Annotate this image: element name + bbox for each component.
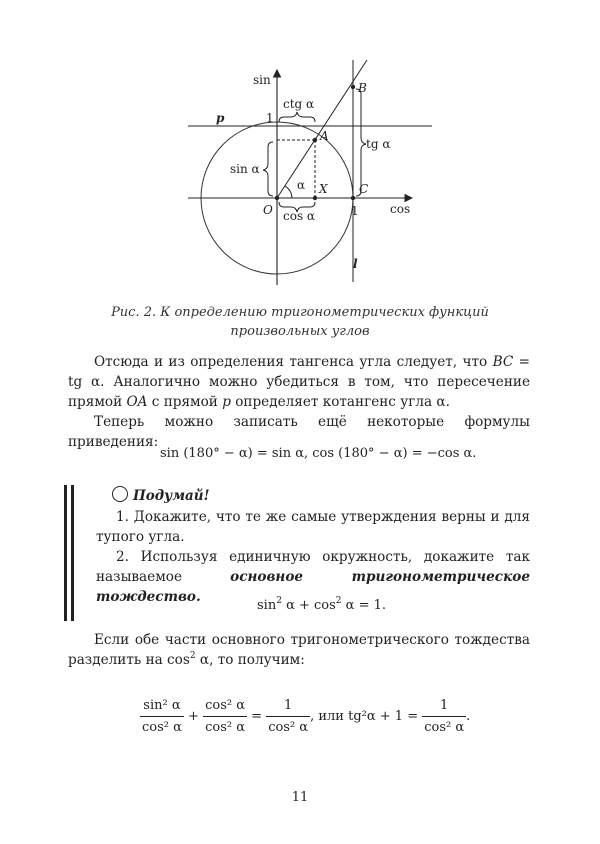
caption-line-2: произвольных углов [230,324,370,339]
think-item-2-bold: основное тригонометрическое тождество. [96,569,530,605]
label-one-top: 1 [266,111,274,125]
label-sin-axis: sin [253,73,271,87]
equals-sign: = [251,709,263,724]
point-c [351,196,355,200]
para1-oa: OA [126,394,148,410]
separator-text: , или [310,709,344,724]
tangent-identity-formula [140,698,470,735]
think-item-1 [96,507,530,547]
think-title [112,486,210,504]
brace-ctg [279,112,315,122]
label-alpha: α [297,178,306,192]
fraction-2-den: cos² α [205,720,245,735]
figure-caption [90,303,510,341]
label-tg: tg α [366,137,391,151]
para1-text1: Отсюда и из определения тангенса угла следует, что [94,354,493,370]
para1-p: p [222,394,231,410]
fraction-1-den: cos² α [142,720,182,735]
paragraph-divide: Если обе части основного тригонометрического тождества разделить на $\cos^2 \alpha$, то получим: [68,632,530,668]
para3-text1: Если обе части основного тригонометрического тождества разделить на cos [68,632,530,668]
label-x: X [319,182,328,196]
point-o [275,196,279,200]
label-one-right: 1 [351,204,359,218]
label-cos-axis: cos [390,202,411,216]
fraction-4 [422,698,466,735]
label-b: B [358,81,367,95]
fraction-1-num: sin² α [140,698,184,717]
para1-text4: определяет котангенс угла α. [230,394,450,410]
angle-arc [285,186,292,198]
fraction-4-num: 1 [422,698,466,717]
think-item-2-text: 2. Используя единичную окружность, докажите так называемое [96,549,530,585]
plus-sign: + [188,709,199,724]
brace-tg [356,89,369,196]
caption-line-1: Рис. 2. К определению тригонометрических функций [111,305,489,320]
identity-end: α = 1. [345,598,387,613]
label-c: C [359,182,369,196]
identity-sin: sin [257,598,277,613]
trig-identity: $\sin^2 \alpha + \cos^2 \alpha = 1$. [257,596,387,613]
para1-text3: с прямой [147,394,223,410]
reduction-formula: sin (180° − α) = sin α, cos (180° − α) = −cos α. [160,446,477,461]
fraction-4-den: cos² α [424,720,465,735]
point-b [351,85,355,89]
para3-text2: α, то получим: [195,652,305,668]
para1-text2: = tg α. Аналогично можно убедиться в том, что пересечение прямой [68,354,530,410]
fraction-2-num: cos² α [203,698,247,717]
label-o: O [263,203,273,217]
fraction-3-den: cos² α [268,720,309,735]
page-number: 11 [291,790,309,805]
fraction-1 [140,698,184,735]
sidebar-bars [64,485,76,621]
para2-text: Теперь можно записать ещё некоторые формулы приведения: [68,414,530,450]
think-title-text: Подумай! [133,488,210,504]
formula-end: . [466,709,471,724]
identity-cos: α + cos [286,598,336,613]
label-a: A [320,129,329,143]
label-sin-alpha: sin α [230,162,260,176]
label-l: l [353,257,358,271]
point-a [313,138,317,142]
fraction-3 [266,698,310,735]
label-p: p [216,111,225,125]
label-ctg: ctg α [283,97,315,111]
label-cos-alpha: cos α [283,209,316,223]
point-x [313,196,317,200]
smile-icon [112,486,128,502]
tg-part: tg²α + 1 = [348,709,419,724]
think-item-1-text: 1. Докажите, что те же самые утверждения верны и для тупого угла. [96,509,530,545]
paragraph-tangent [68,352,530,412]
para1-bc: BC [492,354,514,370]
fraction-3-num: 1 [266,698,310,717]
brace-sin [263,142,273,196]
fraction-2 [203,698,247,735]
unit-circle-figure [180,60,440,285]
